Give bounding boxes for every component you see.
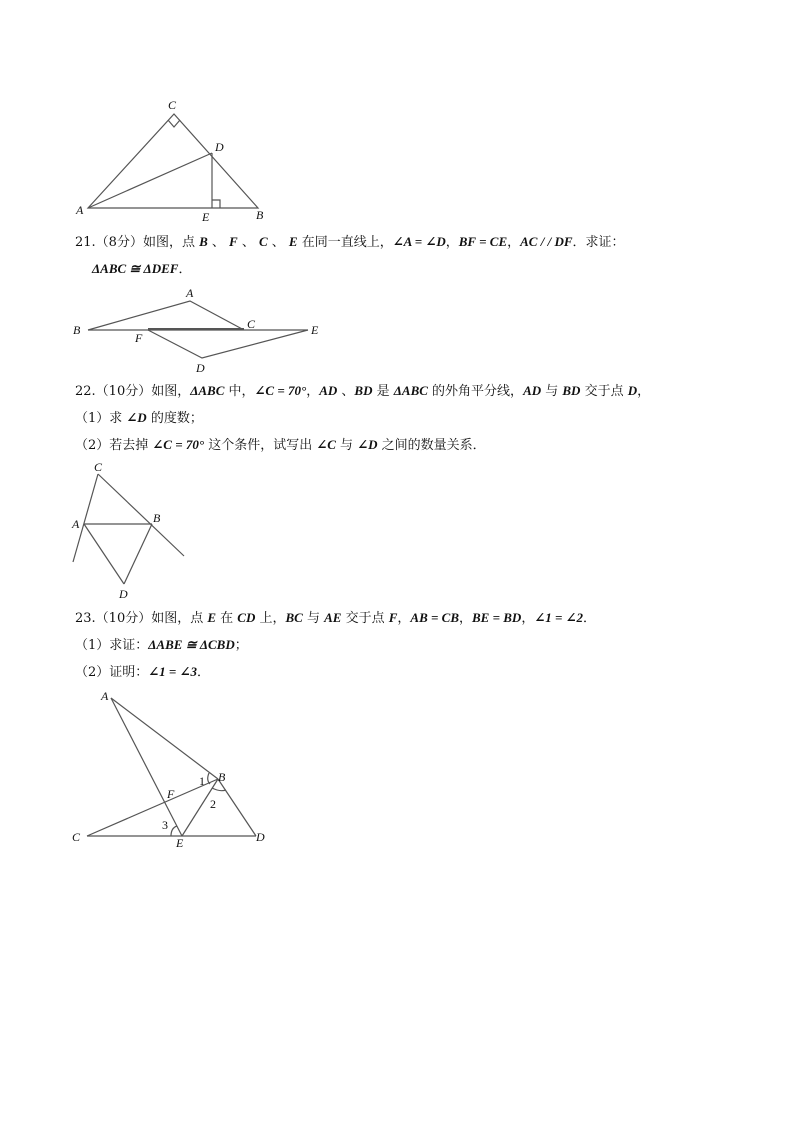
q22-statement-line1: 22.（10分）如图，ΔABC 中，∠C = 70°，AD 、BD 是 ΔABC 的外角平分线，AD 与 BD 交于点 D，: [75, 383, 651, 399]
label-d: D: [119, 587, 128, 601]
label-d: D: [256, 830, 265, 844]
label-d: D: [196, 361, 205, 375]
label-e: E: [176, 836, 184, 850]
label-e: E: [202, 210, 210, 224]
q21-statement-line2: ΔABC ≅ ΔDEF．: [92, 261, 192, 277]
q21-statement-line1: 21.（8分）如图，点 B 、 F 、 C 、 E 在同一直线上，∠A = ∠D，BF = CE，AC / / DF．求证：: [75, 234, 625, 250]
label-b: B: [73, 323, 81, 337]
label-angle-3: 3: [162, 818, 168, 832]
label-b: B: [256, 208, 264, 222]
label-angle-1: 1: [199, 774, 205, 788]
segment-ab: [111, 698, 218, 779]
label-d: D: [215, 140, 224, 154]
q23-part1: （1）求证：ΔABE ≅ ΔCBD；: [75, 637, 248, 653]
segment-bd: [218, 779, 256, 836]
segment-ad: [88, 153, 212, 208]
label-f: F: [135, 331, 143, 345]
figure-q20-right-triangle: [60, 90, 290, 230]
figure-q21: [60, 284, 340, 376]
q22-part2: （2）若去掉 ∠C = 70° 这个条件，试写出 ∠C 与 ∠D 之间的数量关系．: [75, 437, 486, 453]
segment-ad: [84, 524, 124, 584]
angle-arc-3: [171, 826, 177, 836]
triangle-abc-sides: [88, 301, 244, 330]
label-angle-2: 2: [210, 797, 216, 811]
label-a: A: [186, 286, 194, 300]
triangle-abc: [88, 114, 258, 208]
q23-part2: （2）证明：∠1 = ∠3．: [75, 664, 210, 680]
q22-part1: （1）求 ∠D 的度数；: [75, 410, 203, 426]
triangle-def-sides: [148, 330, 308, 358]
figure-q23: [60, 684, 280, 854]
label-a: A: [101, 689, 109, 703]
line-cb-extended: [98, 474, 184, 556]
label-b: B: [153, 511, 161, 525]
label-a: A: [72, 517, 80, 531]
segment-ae: [111, 698, 182, 836]
right-angle-mark-c: [168, 120, 180, 127]
label-e: E: [311, 323, 319, 337]
label-a: A: [76, 203, 84, 217]
label-c: C: [168, 98, 177, 112]
label-b: B: [218, 770, 226, 784]
right-angle-mark-e: [212, 200, 220, 208]
label-c: C: [247, 317, 256, 331]
label-c: C: [72, 830, 81, 844]
label-f: F: [167, 787, 175, 801]
segment-bd: [124, 524, 152, 584]
label-c: C: [94, 460, 103, 474]
q23-statement-line1: 23.（10分）如图，点 E 在 CD 上，BC 与 AE 交于点 F，AB = CB，BE = BD，∠1 = ∠2．: [75, 610, 597, 626]
figure-q22: [60, 458, 200, 604]
